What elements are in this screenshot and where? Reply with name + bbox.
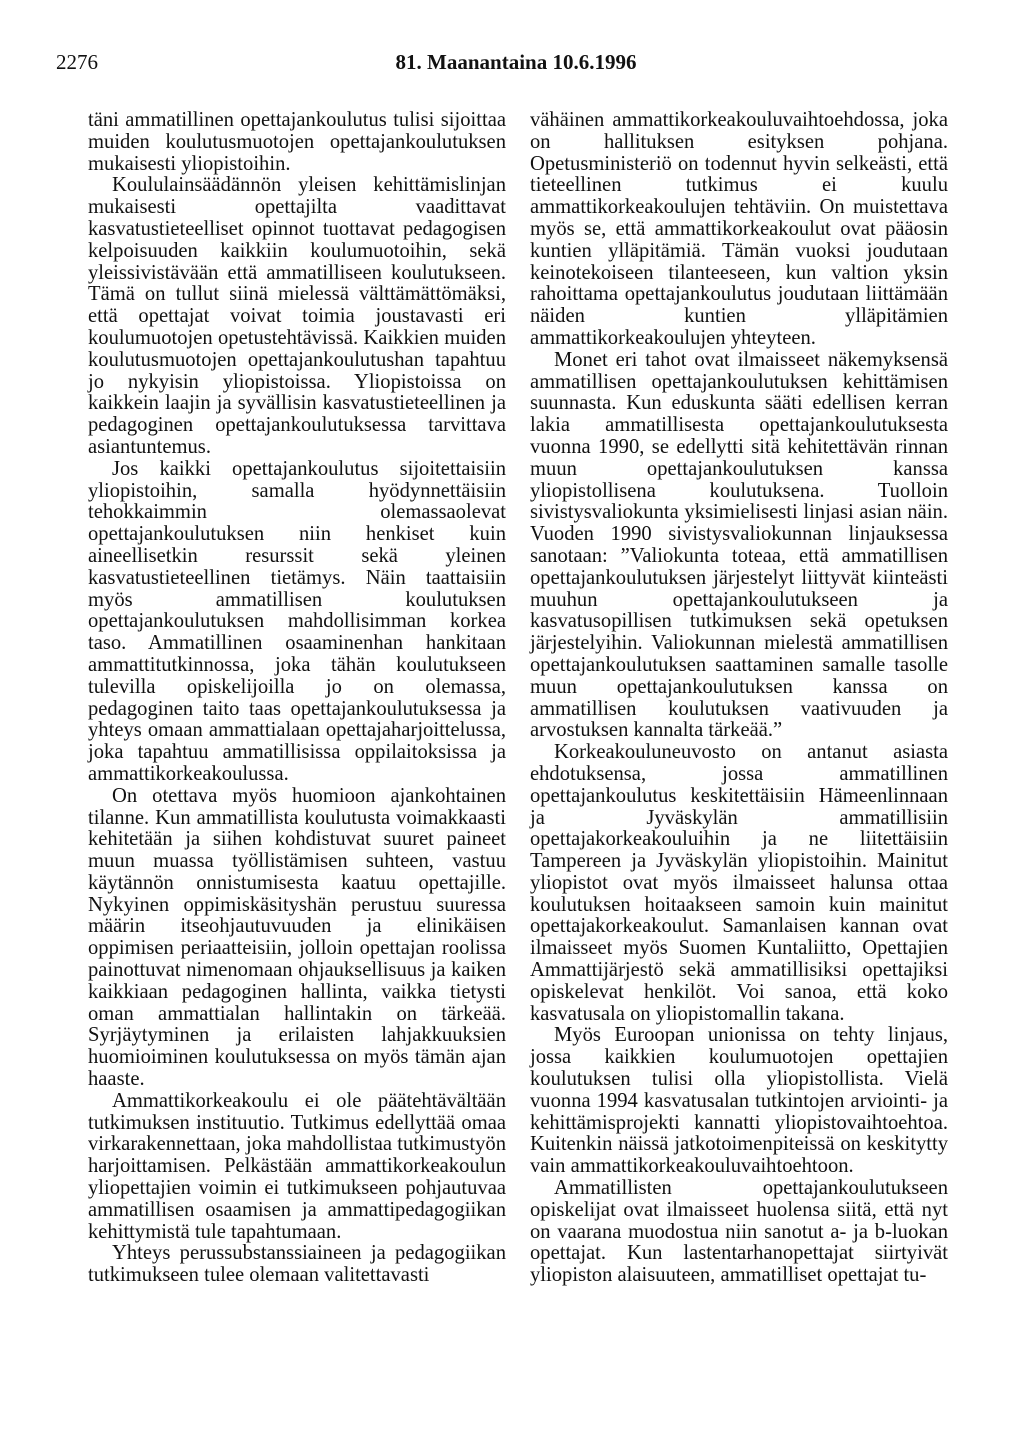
paragraph: Ammatillisten opettajankoulutukseen opiskelijat ovat ilmaisseet huolensa siitä, että nyt on vaarana muodostua niin sanotut a- ja b-luokan opettajat. Kun lastentarhanopettajat siirtyivät yliopiston alaisuuteen, ammatilliset opettajat tu- bbox=[530, 1177, 948, 1287]
page-number: 2276 bbox=[56, 50, 98, 74]
paragraph: Yhteys perussubstanssiaineen ja pedagogiikan tutkimukseen tulee olemaan valitettavasti bbox=[88, 1242, 506, 1287]
issue-date-heading: 81. Maanantaina 10.6.1996 bbox=[395, 50, 637, 74]
paragraph: Korkeakouluneuvosto on antanut asiasta ehdotuksensa, jossa ammatillinen opettajankoulutus keskitettäisiin Hämeenlinnaan ja Jyväskylän ammatillisiin opettajakorkeakouluihin ja ne liitettäisiin Tampereen ja Jyväskylän yliopistoihin. Mainitut yliopistot ovat myös ilmaisseet halunsa ottaa koulutuksen hoitaakseen samoin kuin mainitut opettajakorkeakoulut. Samanlaisen kannan ovat ilmaisseet myös Suomen Kuntaliitto, Opettajien Ammattijärjestö sekä ammatillisiksi opettajiksi opiskelevat henkilöt. Voi sanoa, että koko kasvatusala on yliopistomallin takana. bbox=[530, 741, 948, 1025]
left-text-column bbox=[88, 110, 506, 1287]
right-text-column bbox=[530, 110, 948, 1287]
page-header bbox=[56, 50, 976, 80]
paragraph: Monet eri tahot ovat ilmaisseet näkemyksensä ammatillisen opettajankoulutuksen kehittämisen suunnasta. Kun eduskunta sääti edellisen kerran lakia ammatillisesta opettajankoulutuksesta vuonna 1990, se edellytti sitä kehitettävän rinnan muun opettajankoulutuksen kanssa yliopistollisena koulutuksena. Tuolloin sivistysvaliokunta yksimielisesti linjasi asian näin. Vuoden 1990 sivistysvaliokunnan linjauksessa sanotaan: ”Valiokunta toteaa, että ammatillisen opettajankoulutuksen järjestelyt liittyvät kiinteästi muuhun opettajankoulutukseen ja kasvatusopillisen tutkimuksen sekä opetuksen järjestelyihin. Valiokunnan mielestä ammatillisen opettajankoulutuksen saattaminen samalle tasolle muun opettajankoulutuksen kanssa on ammatillisen koulutuksen vaativuuden ja arvostuksen kannalta tärkeää.” bbox=[530, 348, 948, 742]
paragraph: Jos kaikki opettajankoulutus sijoitettaisiin yliopistoihin, samalla hyödynnettäisiin tehokkaimmin olemassaolevat opettajankoulutuksen niin henkiset kuin aineellisetkin resurssit sekä yleinen kasvatustieteellinen tietämys. Näin taattaisiin myös ammatillisen koulutuksen opettajankoulutuksen mahdollisimman korkea taso. Ammatillinen osaaminenhan hankitaan ammattitutkinnossa, joka tähän koulutukseen tulevilla opiskelijoilla jo on olemassa, pedagoginen taito taas opettajankoulutuksessa ja yhteys omaan ammattialaan opettajaharjoittelussa, joka tapahtuu ammatillisissa oppilaitoksissa ja ammattikorkeakoulussa. bbox=[88, 457, 506, 785]
paragraph: On otettava myös huomioon ajankohtainen tilanne. Kun ammatillista koulutusta voimakkaasti kehitetään ja siihen kohdistuvat suuret paineet muun muassa työllistämisen suhteen, vastuu käytännön onnistumisesta kaatuu opettajille. Nykyinen oppimiskäsityshän perustuu suuressa määrin itseohjautuvuuden ja elinikäisen oppimisen periaatteisiin, jolloin opettajan roolissa painottuvat nimenomaan ohjauksellisuus ja kaiken kaikkiaan pedagoginen hallinta, vaikka tietysti oman ammattialan hallintakin on tärkeää. Syrjäytyminen ja erilaisten lahjakkuuksien huomioiminen koulutuksessa on myös tämän ajan haaste. bbox=[88, 784, 506, 1091]
paragraph: vähäinen ammattikorkeakouluvaihtoehdossa, joka on hallituksen esityksen pohjana. Opetusministeriö on todennut hyvin selkeästi, että tieteellinen tutkimus ei kuulu ammattikorkeakoulujen tehtäviin. On muistettava myös se, että ammattikorkeakoulut ovat pääosin kuntien ylläpitämiä. Tämän vuoksi joudutaan keinotekoiseen tilanteeseen, kun valtion yksin rahoittama opettajankoulutus joudutaan liittämään näiden kuntien ylläpitämien ammattikorkeakoulujen yhteyteen. bbox=[530, 109, 948, 349]
paragraph: täni ammatillinen opettajankoulutus tulisi sijoittaa muiden koulutusmuotojen opettajankoulutuksen mukaisesti yliopistoihin. bbox=[88, 109, 506, 175]
paragraph: Ammattikorkeakoulu ei ole päätehtävältään tutkimuksen instituutio. Tutkimus edellyttää omaa virkarakennettaan, joka mahdollistaa tutkimustyön harjoittamisen. Pelkästään ammattikorkeakoulun yliopettajien voimin ei tutkimukseen pohjautuvaa ammatillisen osaamisen ja ammattipedagogiikan kehittymistä tule tapahtumaan. bbox=[88, 1089, 506, 1243]
paragraph: Myös Euroopan unionissa on tehty linjaus, jossa kaikkien koulumuotojen opettajien koulutuksen tulisi olla yliopistollista. Vielä vuonna 1994 kasvatusalan tutkintojen arviointi- ja kehittämisprojekti kannatti yliopistovaihtoehtoa. Kuitenkin näissä jatkotoimenpiteissä on keskitytty vain ammattikorkeakouluvaihtoehtoon. bbox=[530, 1024, 948, 1178]
paragraph: Koululainsäädännön yleisen kehittämislinjan mukaisesti opettajilta vaadittavat kasvatustieteelliset opinnot tuottavat pedagogisen kelpoisuuden kaikkiin koulumuotoihin, sekä yleissivistävään että ammatilliseen koulutukseen. Tämä on tullut siinä mielessä välttämättömäksi, että opettajat voivat toimia joustavasti eri koulumuotojen opetustehtävissä. Kaikkien muiden koulutusmuotojen opettajankoulutushan tapahtuu jo nykyisin yliopistoissa. Yliopistoissa on kaikkein laajin ja syvällisin kasvatustieteellinen ja pedagoginen opettajankoulutuksessa tarvittava asiantuntemus. bbox=[88, 174, 506, 458]
